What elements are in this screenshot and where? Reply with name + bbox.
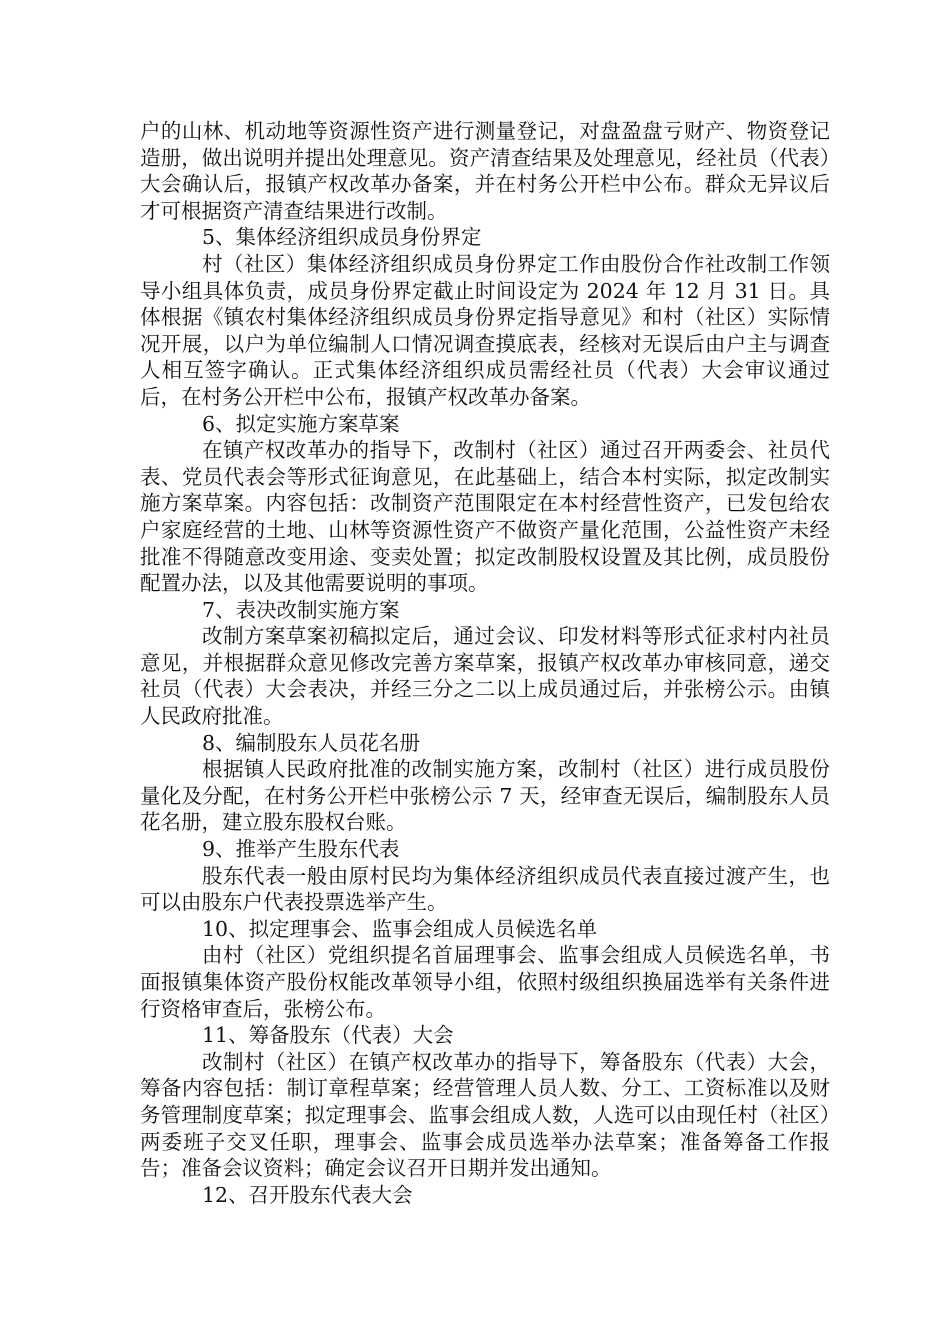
section-heading-9: 9、推举产生股东代表 [202, 837, 400, 862]
section-body-5: 村（社区）集体经济组织成员身份界定工作由股份合作社改制工作领导小组具体负责，成员身份界定截止时间设定为 2024 年 12 月 31 日。具体根据《镇农村集体经济组织成员身份界定指导意见》和村（社区）实际情况开展，以户为单位编制人口情况调查摸底表，经核对无误后由户主与调查人相互签字确认。正式集体经济组织成员需经社员（代表）大会审议通过后，在村务公开栏中公布，报镇产权改革办备案。 [140, 251, 830, 409]
section-body-10: 由村（社区）党组织提名首届理事会、监事会组成人员候选名单，书面报镇集体资产股份权能改革领导小组，依照村级组织换届选举有关条件进行资格审查后，张榜公布。 [140, 943, 830, 1021]
section-heading-8: 8、编制股东人员花名册 [202, 730, 421, 755]
section-heading-11: 11、筹备股东（代表）大会 [202, 1023, 454, 1048]
document-page [140, 118, 830, 1208]
section-heading-6: 6、拟定实施方案草案 [202, 411, 400, 436]
section-heading-7: 7、表决改制实施方案 [202, 597, 400, 622]
section-body-9: 股东代表一般由原村民均为集体经济组织成员代表直接过渡产生，也可以由股东户代表投票选举产生。 [140, 863, 830, 915]
section-heading-5: 5、集体经济组织成员身份界定 [202, 225, 482, 250]
section-body-6: 在镇产权改革办的指导下，改制村（社区）通过召开两委会、社员代表、党员代表会等形式征询意见，在此基础上，结合本村实际，拟定改制实施方案草案。内容包括：改制资产范围限定在本村经营性资产，已发包给农户家庭经营的土地、山林等资源性资产不做资产量化范围，公益性资产未经批准不得随意改变用途、变卖处置；拟定改制股权设置及其比例，成员股份配置办法，以及其他需要说明的事项。 [140, 438, 830, 596]
section-heading-12: 12、召开股东代表大会 [202, 1182, 413, 1207]
section-body-11: 改制村（社区）在镇产权改革办的指导下，筹备股东（代表）大会，筹备内容包括：制订章程草案；经营管理人员人数、分工、工资标准以及财务管理制度草案；拟定理事会、监事会组成人数，人选可以由现任村（社区）两委班子交叉任职，理事会、监事会成员选举办法草案；准备筹备工作报告；准备会议资料；确定会议召开日期并发出通知。 [140, 1049, 830, 1181]
opening-paragraph: 户的山林、机动地等资源性资产进行测量登记，对盘盈盘亏财产、物资登记造册，做出说明并提出处理意见。资产清查结果及处理意见，经社员（代表）大会确认后，报镇产权改革办备案，并在村务公开栏中公布。群众无异议后才可根据资产清查结果进行改制。 [140, 119, 830, 223]
section-body-7: 改制方案草案初稿拟定后，通过会议、印发材料等形式征求村内社员意见，并根据群众意见修改完善方案草案，报镇产权改革办审核同意，递交社员（代表）大会表决，并经三分之二以上成员通过后，并张榜公示。由镇人民政府批准。 [140, 624, 830, 729]
section-heading-10: 10、拟定理事会、监事会组成人员候选名单 [202, 916, 598, 941]
section-body-8: 根据镇人民政府批准的改制实施方案，改制村（社区）进行成员股份量化及分配，在村务公开栏中张榜公示 7 天，经审查无误后，编制股东人员花名册，建立股东股权台账。 [140, 757, 830, 835]
